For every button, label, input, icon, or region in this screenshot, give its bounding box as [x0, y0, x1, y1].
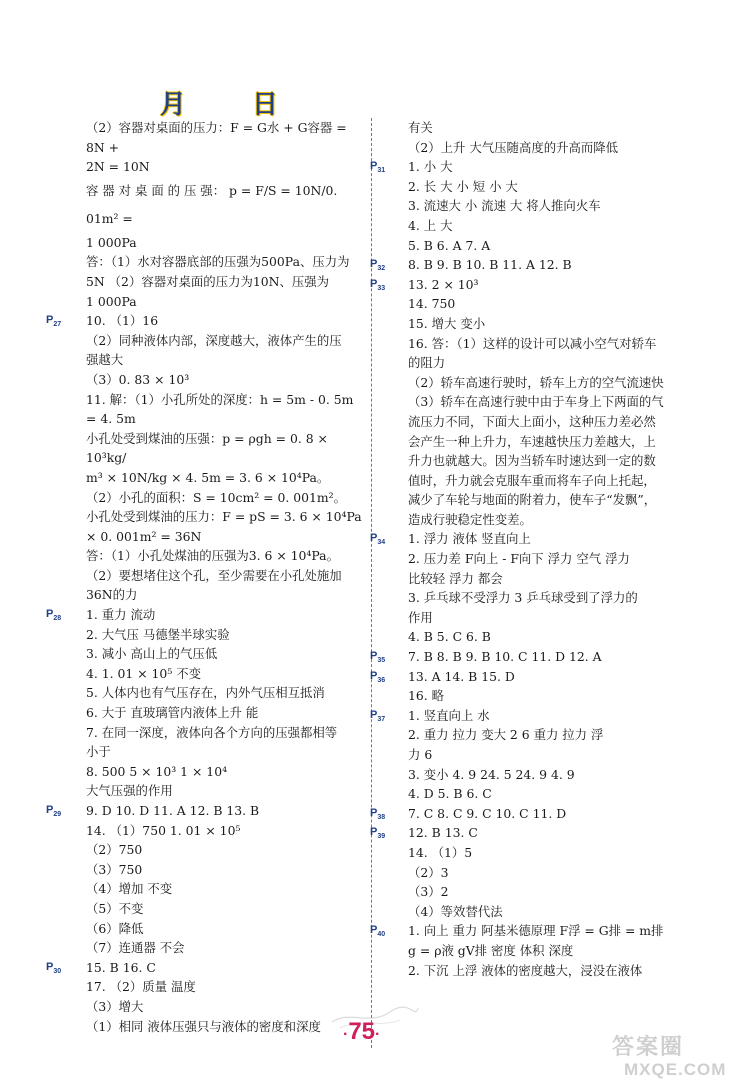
answer-text: 有关 [408, 120, 433, 135]
answer-line [408, 471, 696, 491]
answer-line [86, 527, 366, 547]
answer-line [86, 703, 366, 723]
answer-line [408, 882, 696, 902]
answer-line [370, 275, 696, 295]
answer-text: （4）等效替代法 [408, 903, 503, 919]
answer-line [370, 647, 696, 667]
answer-text: 力 6 [408, 747, 433, 762]
answer-line [370, 157, 696, 177]
answer-line [86, 625, 366, 645]
answer-line [86, 488, 366, 508]
answer-text: 小于 [86, 744, 111, 760]
page-reference-marker: $P_{37}$ [370, 708, 386, 723]
answer-text: 3. 变小 4. 9 24. 5 24. 9 4. 9 [408, 766, 575, 782]
page-reference-marker: $P_{35}$ [370, 650, 386, 665]
answer-line [86, 997, 366, 1017]
answer-text: 17. （2）质量 温度 [86, 979, 196, 995]
answer-text: 答：（1）水对容器底部的压强为500Pa、压力为 [86, 254, 350, 270]
answer-text: 2N = 10N [86, 159, 150, 175]
answer-line [86, 899, 366, 919]
answer-text: （2）750 [86, 842, 143, 858]
answer-line [408, 510, 696, 530]
answer-text: （2）同种液体内部，深度越大，液体产生的压 [86, 332, 342, 348]
answer-text: （2）要想堵住这个孔，至少需要在小孔处施加 [86, 567, 342, 583]
answer-line [86, 177, 366, 233]
answer-line [86, 233, 366, 253]
answer-text: 2. 下沉 上浮 液体的密度越大，浸没在液体 [408, 962, 643, 978]
answer-text: 13. 2 × 10³ [408, 276, 479, 292]
answer-line [408, 353, 696, 373]
page-reference-marker: $P_{30}$ [46, 960, 62, 975]
answer-line [408, 627, 696, 647]
answer-line [408, 138, 696, 158]
answer-text: 3. 减小 高山上的气压低 [86, 646, 218, 662]
answer-text: 答：（1）小孔处煤油的压强为3. 6 × 10⁴Pa。 [86, 548, 339, 564]
answer-text: （2）轿车高速行驶时，轿车上方的空气流速快 [408, 374, 664, 390]
answer-line [46, 958, 366, 978]
answer-line [86, 507, 366, 527]
answer-line [408, 177, 696, 197]
answer-text: 造成行驶稳定性变差。 [408, 511, 532, 527]
answer-line [408, 608, 696, 628]
answer-text: 16. 略 [408, 688, 445, 704]
answer-text: g = ρ液 gV排 密度 体积 深度 [408, 942, 574, 958]
answer-text: （2）上升 大气压随高度的升高而降低 [408, 139, 619, 155]
answer-line [408, 216, 696, 236]
answer-text: （2）3 [408, 864, 449, 880]
answer-text: 36N的力 [86, 587, 138, 603]
answer-text: 14. （1）750 1. 01 × 10⁵ [86, 822, 241, 838]
answer-line [86, 860, 366, 880]
answer-text: （5）不变 [86, 900, 144, 916]
answer-line [408, 765, 696, 785]
answer-text: 4. 上 大 [408, 217, 453, 233]
answer-text: （4）增加 不变 [86, 881, 173, 897]
answer-text: 容 器 对 桌 面 的 压 强： p = F/S = 10N/0. 01m² = [86, 182, 342, 226]
answer-line [46, 801, 366, 821]
answer-text: 减少了车轮与地面的附着力，使车子“发飘”， [408, 492, 657, 508]
answer-line [86, 272, 366, 292]
answer-text: 4. 1. 01 × 10⁵ 不变 [86, 665, 202, 681]
answer-line [86, 468, 366, 488]
answer-line [86, 292, 366, 312]
answer-line [408, 412, 696, 432]
page-reference-marker: $P_{34}$ [370, 532, 386, 547]
answer-text: 4. B 5. C 6. B [408, 629, 491, 645]
answer-text: （2）容器对桌面的压力：F = G水 + G容器 = 8N + [86, 120, 351, 155]
page-reference-marker: $P_{28}$ [46, 608, 62, 623]
answer-line [86, 370, 366, 390]
watermark-url: MXQE.COM [624, 1060, 727, 1079]
answer-text: 14. 750 [408, 296, 456, 312]
answer-line [408, 725, 696, 745]
answer-text: （3）750 [86, 861, 143, 877]
answer-line [370, 921, 696, 941]
page-reference-marker: $P_{27}$ [46, 314, 62, 329]
answer-line [86, 429, 366, 468]
answer-line [408, 118, 696, 138]
answer-line [370, 667, 696, 687]
answer-text: 1. 重力 流动 [86, 607, 156, 623]
answer-line [86, 723, 366, 743]
answer-text: m³ × 10N/kg × 4. 5m = 3. 6 × 10⁴Pa。 [86, 469, 330, 485]
answer-line [408, 432, 696, 452]
answer-text: 2. 压力差 F向上 - F向下 浮力 空气 浮力 [408, 551, 630, 567]
answer-text: 8. B 9. B 10. B 11. A 12. B [408, 257, 572, 273]
answer-text: 1. 向上 重力 阿基米德原理 F浮 = G排 = m排 [408, 923, 664, 939]
answer-line [86, 331, 366, 351]
answer-line [408, 569, 696, 589]
answer-line [86, 977, 366, 997]
answer-line [408, 334, 696, 354]
answer-line [408, 451, 696, 471]
answer-text: 小孔处受到煤油的压强：p = ρgh = 0. 8 × 10³kg/ [86, 430, 332, 466]
answer-line [408, 686, 696, 706]
page-header [0, 84, 750, 118]
answer-text: 强越大 [86, 352, 124, 368]
answer-line [86, 919, 366, 939]
answer-line [86, 585, 366, 605]
answer-text: （3）2 [408, 884, 449, 900]
answer-line [408, 784, 696, 804]
answer-line [86, 781, 366, 801]
answer-text: 比较轻 浮力 都会 [408, 570, 503, 586]
answer-line [46, 311, 366, 331]
answer-text: 5N （2）容器对桌面的压力为10N、压强为 [86, 273, 330, 289]
answer-text: 作用 [408, 609, 433, 625]
answer-line [86, 1017, 366, 1037]
answer-text: 11. 解：（1）小孔所处的深度：h = 5m - 0. 5m [86, 391, 354, 407]
page-reference-marker: $P_{36}$ [370, 669, 386, 684]
answer-line [46, 605, 366, 625]
answer-text: 8. 500 5 × 10³ 1 × 10⁴ [86, 763, 228, 779]
answer-line [86, 118, 366, 157]
answer-line [86, 683, 366, 703]
answer-line [86, 644, 366, 664]
answer-text: （2）小孔的面积：S = 10cm² = 0. 001m²。 [86, 489, 346, 505]
answer-text: 小孔处受到煤油的压力：F = pS = 3. 6 × 10⁴Pa [86, 509, 362, 525]
answer-line [86, 566, 366, 586]
answer-text: 1. 小 大 [408, 159, 453, 175]
answer-line [370, 529, 696, 549]
answer-text: 5. 人体内也有气压存在，内外气压相互抵消 [86, 685, 325, 701]
answer-line [86, 742, 366, 762]
answer-text: 2. 长 大 小 短 小 大 [408, 178, 518, 194]
answer-text: 7. 在同一深度，液体向各个方向的压强都相等 [86, 724, 338, 740]
answer-line [86, 390, 366, 410]
page-reference-marker: $P_{29}$ [46, 804, 62, 819]
page-reference-marker: $P_{33}$ [370, 277, 386, 292]
watermark-text: 答案圈 [612, 1035, 685, 1060]
header-day: 日 [252, 90, 279, 120]
answer-text: 值时，升力就会克服车重而将车子向上托起， [408, 472, 656, 488]
answer-text: 6. 大于 直玻璃管内液体上升 能 [86, 705, 259, 721]
answer-text: 升力也就越大。因为当轿车时速达到一定的数 [408, 453, 656, 469]
answer-text: 1. 浮力 液体 竖直向上 [408, 531, 531, 547]
answer-text: 2. 大气压 马德堡半球实验 [86, 626, 230, 642]
answer-line [408, 294, 696, 314]
answer-text: 3. 乒乓球不受浮力 3 乒乓球受到了浮力的 [408, 590, 638, 606]
answer-text: 7. B 8. B 9. B 10. C 11. D 12. A [408, 649, 602, 665]
answer-text: 15. 增大 变小 [408, 315, 486, 331]
answer-line [408, 392, 696, 412]
answer-text: 1 000Pa [86, 293, 137, 309]
answer-text: 15. B 16. C [86, 959, 156, 975]
page-number: ·75· [343, 1018, 381, 1045]
answer-line [370, 706, 696, 726]
answer-line [86, 938, 366, 958]
answer-text: （3）增大 [86, 998, 144, 1014]
answer-line [408, 236, 696, 256]
right-answer-column [370, 118, 696, 980]
page-reference-marker: $P_{40}$ [370, 924, 386, 939]
answer-text: （3）0. 83 × 10³ [86, 371, 190, 387]
answer-line [370, 255, 696, 275]
answer-text: （7）连通器 不会 [86, 940, 185, 956]
answer-text: 14. （1）5 [408, 844, 473, 860]
answer-text: × 0. 001m² = 36N [86, 528, 202, 544]
answer-line [408, 745, 696, 765]
page-reference-marker: $P_{38}$ [370, 806, 386, 821]
site-watermark [612, 1030, 742, 1084]
page-reference-marker: $P_{32}$ [370, 258, 386, 273]
answer-text: 13. A 14. B 15. D [408, 668, 515, 684]
answer-line [408, 902, 696, 922]
answer-line [408, 961, 696, 981]
answer-text: 10. （1）16 [86, 313, 159, 329]
answer-text: 9. D 10. D 11. A 12. B 13. B [86, 803, 260, 818]
answer-text: 1 000Pa [86, 234, 137, 250]
answer-line [86, 840, 366, 860]
answer-line [86, 664, 366, 684]
answer-text: 4. D 5. B 6. C [408, 786, 492, 802]
answer-line [86, 409, 366, 429]
answer-line [408, 588, 696, 608]
answer-text: 大气压强的作用 [86, 783, 173, 799]
answer-line [86, 821, 366, 841]
answer-text: （6）降低 [86, 920, 144, 936]
answer-text: 5. B 6. A 7. A [408, 237, 491, 253]
answer-line [408, 843, 696, 863]
answer-text: = 4. 5m [86, 411, 136, 427]
answer-text: 7. C 8. C 9. C 10. C 11. D [408, 805, 567, 821]
answer-line [408, 314, 696, 334]
answer-line [86, 157, 366, 177]
answer-line [86, 252, 366, 272]
answer-text: 1. 竖直向上 水 [408, 707, 490, 723]
answer-text: 12. B 13. C [408, 825, 478, 841]
left-answer-column [46, 118, 366, 1036]
answer-line [408, 941, 696, 961]
answer-line [370, 804, 696, 824]
answer-line [408, 196, 696, 216]
answer-line [86, 546, 366, 566]
header-month: 月 [160, 90, 187, 120]
answer-text: 会产生一种上升力，车速越快压力差越大，上 [408, 433, 656, 449]
page-reference-marker: $P_{31}$ [370, 160, 386, 175]
answer-line [370, 823, 696, 843]
answer-text: 3. 流速大 小 流速 大 将人推向火车 [408, 198, 601, 214]
answer-text: 流压力不同，下面大上面小，这种压力差必然 [408, 413, 656, 429]
answer-line [86, 350, 366, 370]
answer-text: （3）轿车在高速行驶中由于车身上下两面的气 [408, 394, 664, 410]
answer-line [86, 879, 366, 899]
answer-text: （1）相同 液体压强只与液体的密度和深度 [86, 1018, 321, 1034]
page-reference-marker: $P_{39}$ [370, 826, 386, 841]
answer-line [86, 762, 366, 782]
answer-line [408, 549, 696, 569]
answer-text: 16. 答：（1）这样的设计可以减小空气对轿车 [408, 335, 657, 351]
answer-text: 2. 重力 拉力 变大 2 6 重力 拉力 浮 [408, 727, 604, 743]
answer-line [408, 490, 696, 510]
answer-line [408, 373, 696, 393]
answer-text: 的阻力 [408, 355, 446, 371]
answer-line [408, 863, 696, 883]
